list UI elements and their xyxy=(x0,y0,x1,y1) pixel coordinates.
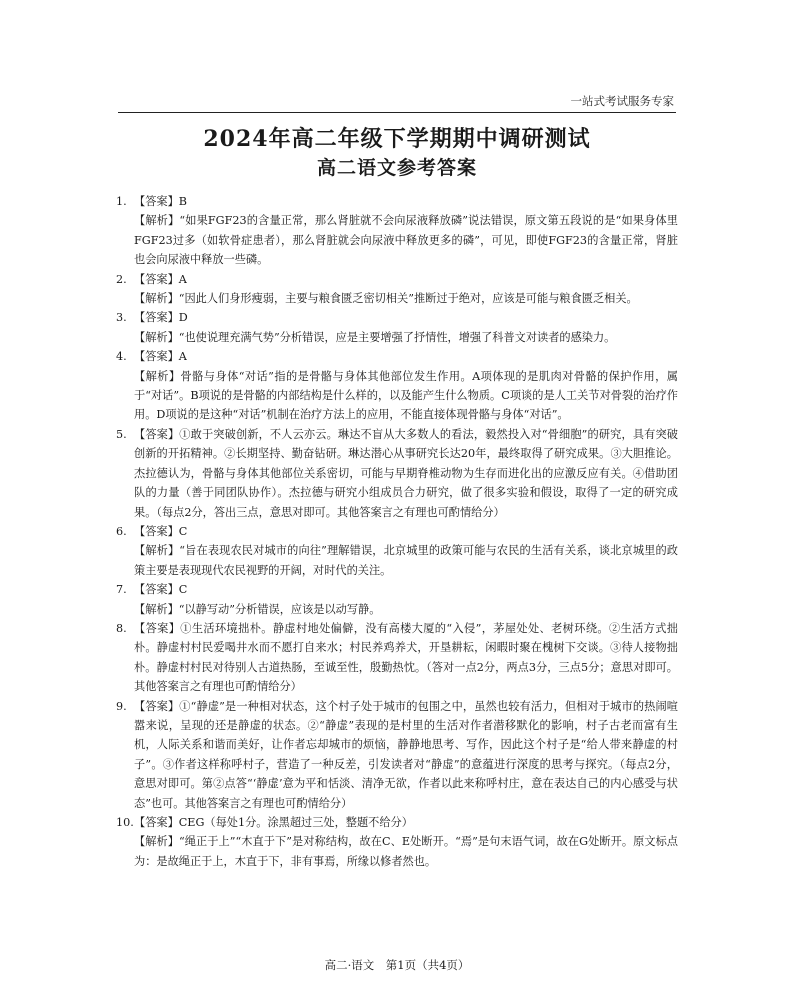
explanation-text: 【解析】“也使说理充满气势”分析错误，应是主要增强了抒情性，增强了科普文对读者的感染力。 xyxy=(134,330,616,344)
explanation-text: 【解析】“因此人们身形瘦弱，主要与粮食匮乏密切相关”推断过于绝对，应该是可能与粮食匮乏相关。 xyxy=(134,292,638,306)
question-number: 3. xyxy=(116,311,127,325)
answer-line: 【答案】A xyxy=(134,272,187,286)
question-number: 1. xyxy=(116,195,127,208)
question-item xyxy=(116,813,678,871)
answer-line: 【答案】A xyxy=(134,350,187,364)
answer-line: 【答案】①敢于突破创新，不人云亦云。琳达不盲从大多数人的看法，毅然投入对“骨细胞”的研究，具有突破创新的开拓精神。②长期坚持、勤奋钻研。琳达潜心从事研究长达20年，最终取得了研究成果。③大胆推论。杰拉德认为，骨骼与身体其他部位关系密切，可能与早期脊椎动物为生存而进化出的应激反应有关。④借助团队的力量（善于同团队协作）。杰拉德与研究小组成员合力研究，做了很多实验和假设，取得了一定的研究成果。（每点2分，答出三点，意思对即可。其他答案言之有理也可酌情给分） xyxy=(134,427,678,519)
answer-line: 【答案】①生活环境拙朴。静虚村地处偏僻，没有高楼大厦的“入侵”，茅屋处处、老树环绕。②生活方式拙朴。静虚村村民爱喝井水而不愿打自来水；村民养鸡养犬，开垦耕耘，闲暇时聚在槐树下交谈。③待人接物拙朴。静虚村村民对待别人古道热肠，至诚至性，殷勤热忱。（答对一点2分，两点3分，三点5分；意思对即可。其他答案言之有理也可酌情给分） xyxy=(134,621,678,694)
answer-line: 【答案】D xyxy=(134,311,188,325)
question-number: 5. xyxy=(116,427,127,441)
answer-line: 【答案】C xyxy=(134,524,188,538)
question-number: 8. xyxy=(116,621,127,635)
header-rule xyxy=(118,112,676,113)
question-item xyxy=(116,522,678,580)
question-item xyxy=(116,192,678,270)
explanation-text: 【解析】“以静写动”分析错误，应该是以动写静。 xyxy=(134,602,381,616)
page-footer: 高二·语文 第1页（共4页） xyxy=(324,958,470,972)
question-item xyxy=(116,308,678,347)
question-number: 4. xyxy=(116,350,127,364)
answer-line: 【答案】CEG（每处1分。涂黑超过三处，整题不给分） xyxy=(134,816,413,829)
question-number: 6. xyxy=(116,524,127,538)
answer-line: 【答案】C xyxy=(134,583,188,597)
question-number: 2. xyxy=(116,272,127,286)
explanation-text: 【解析】“绳正于上”“木直于下”是对称结构，故在C、E处断开。“焉”是句末语气词，故在G处断开。原文标点为：是故绳正于上，木直于下，非有事焉，所缘以修者然也。 xyxy=(134,835,678,868)
question-number: 10. xyxy=(116,816,134,829)
question-item xyxy=(116,347,678,425)
page-subtitle: 高二语文参考答案 xyxy=(316,157,477,179)
question-number: 9. xyxy=(116,699,127,713)
answer-line: 【答案】①“静虚”是一种相对状态，这个村子处于城市的包围之中，虽然也较有活力，但相对于城市的热闹喧嚣来说，呈现的还是静虚的状态。②“静虚”表现的是村里的生活对作者潜移默化的影响，村子古老而富有生机，人际关系和谐而美好，让作者忘却城市的烦恼，静静地思考、写作，因此这个村子是“给人带来静虚的村子”。③作者这样称呼村子，营造了一种反差，引发读者对“静虚”的意蕴进行深度的思考与探究。（每点2分，意思对即可。第②点答“‘静虚’意为平和恬淡、清净无欲，作者以此来称呼村庄，意在表达自己的内心感受与状态”也可。其他答案言之有理也可酌情给分） xyxy=(134,699,678,810)
answer-list xyxy=(116,192,678,871)
answer-line: 【答案】B xyxy=(134,195,187,208)
explanation-text: 【解析】“旨在表现农民对城市的向往”理解错误，北京城里的政策可能与农民的生活有关系，谈北京城里的政策主要是表现现代农民视野的开阔，对时代的关注。 xyxy=(134,544,678,577)
question-item xyxy=(116,697,678,813)
question-item xyxy=(116,619,678,697)
explanation-text: 【解析】骨骼与身体“对话”指的是骨骼与身体其他部位发生作用。A项体现的是肌肉对骨骼的保护作用，属于“对话”。B项说的是骨骼的内部结构是什么样的，以及能产生什么物质。C项谈的是人工关节对骨裂的治疗作用。D项说的是这种“对话”机制在治疗方法上的应用，不能直接体现骨骼与身体“对话”。 xyxy=(134,369,678,422)
header-slogan: 一站式考试服务专家 xyxy=(570,94,674,108)
question-item xyxy=(116,270,678,309)
question-number: 7. xyxy=(116,583,127,597)
question-item xyxy=(116,580,678,619)
page-title: 2024年高二年级下学期期中调研测试 xyxy=(203,126,591,152)
explanation-text: 【解析】“如果FGF23的含量正常，那么肾脏就不会向尿液释放磷”说法错误，原文第五段说的是“如果身体里FGF23过多（如软骨症患者），那么肾脏就会向尿液中释放更多的磷”，可见，即使FGF23的含量正常，肾脏也会向尿液中释放一些磷。 xyxy=(134,214,678,267)
question-item xyxy=(116,425,678,522)
